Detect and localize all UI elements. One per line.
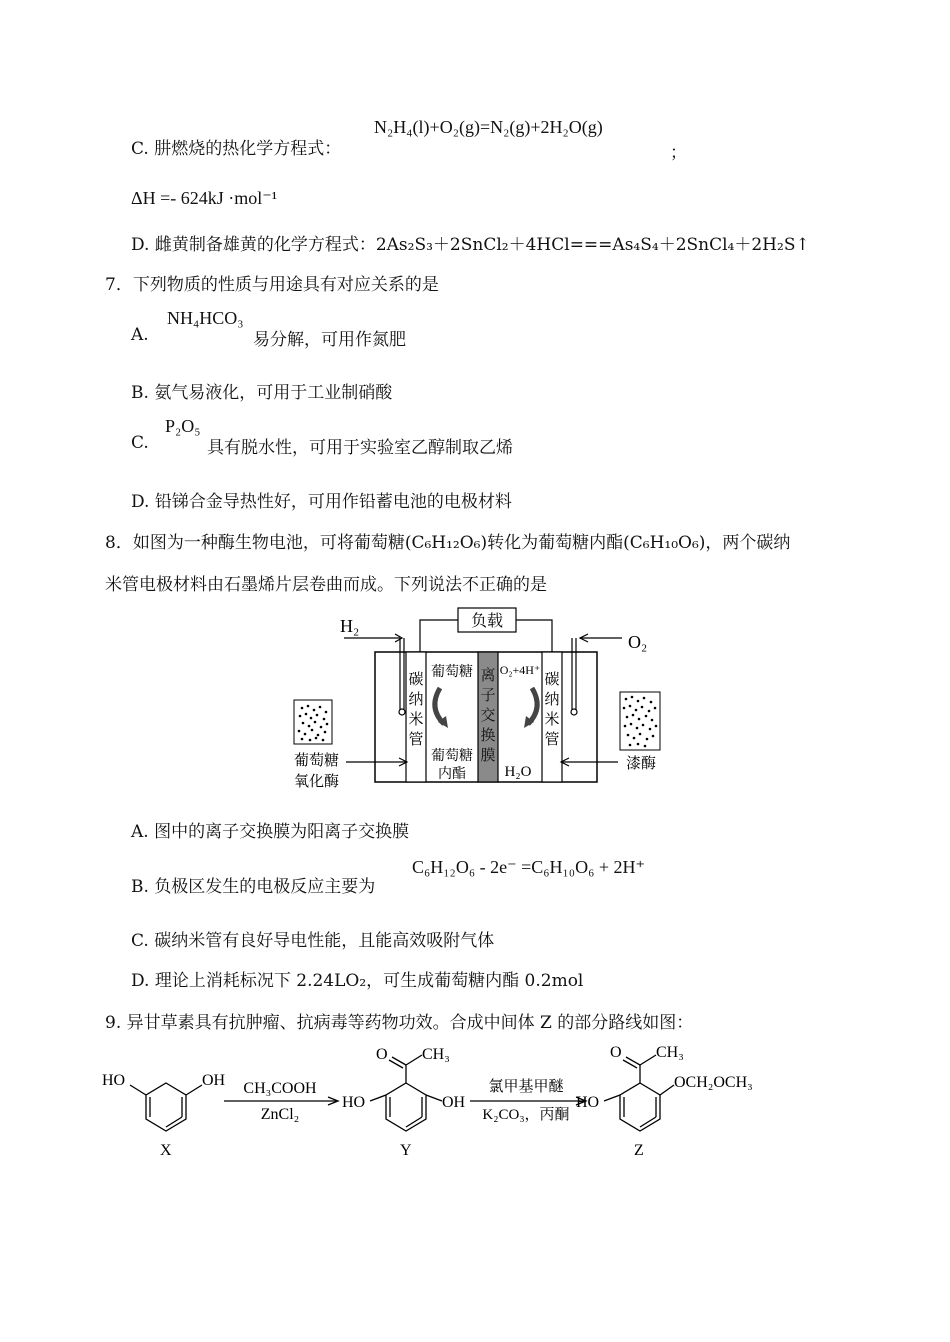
option-text: 肼燃烧的热化学方程式： xyxy=(154,139,342,159)
z-label: Z xyxy=(634,1142,644,1159)
lactone-label-line1: 葡萄糖 xyxy=(431,748,473,764)
load-label: 负载 xyxy=(470,611,504,630)
right-electrode-char4: 管 xyxy=(544,730,560,748)
q8-option-c xyxy=(131,926,494,951)
left-enzyme-label-line2: 氧化酶 xyxy=(294,772,340,790)
option-label: C. xyxy=(131,931,149,951)
h2-label: H₂ xyxy=(340,616,360,636)
x-ho-label: HO xyxy=(102,1072,126,1089)
left-electrode-char4: 管 xyxy=(408,730,424,748)
y-ch3-label: CH₃ xyxy=(422,1046,450,1063)
option-label: B. xyxy=(131,877,149,897)
z-och2och3-label: OCH₂OCH₃ xyxy=(674,1074,753,1091)
h2o-label: H₂O xyxy=(504,764,532,780)
q8-option-b xyxy=(131,872,375,897)
membrane-char2: 子 xyxy=(480,686,496,704)
membrane-char5: 膜 xyxy=(480,746,496,764)
lactone-label-line2: 内酯 xyxy=(438,766,466,782)
option-label: C. xyxy=(131,139,149,159)
q9-stem: 9. 异甘草素具有抗肿瘤、抗病毒等药物功效。合成中间体 Z 的部分路线如图： xyxy=(105,1013,694,1033)
q6-option-d xyxy=(131,230,810,255)
z-ho-label: HO xyxy=(576,1094,600,1111)
glucose-label: 葡萄糖 xyxy=(431,664,473,680)
x-oh-label: OH xyxy=(202,1072,226,1089)
option-label: D. xyxy=(131,235,150,255)
o2-label: O₂ xyxy=(628,632,648,652)
q7-option-a-label: A. xyxy=(131,325,149,345)
right-enzyme-label: 漆酶 xyxy=(626,754,657,772)
q7-c-text: 具有脱水性，可用于实验室乙醇制取乙烯 xyxy=(207,438,513,458)
q8-stem-line1: 8．如图为一种酶生物电池，可将葡萄糖(C₆H₁₂O₆)转化为葡萄糖内酯(C₆H₁₀O₆)，两个碳纳 xyxy=(105,533,791,553)
option-label: D. xyxy=(131,492,150,512)
q7-option-b xyxy=(131,378,392,403)
x-label: X xyxy=(160,1142,172,1159)
membrane-char1: 离 xyxy=(480,666,496,684)
step1-catalyst: ZnCl₂ xyxy=(260,1106,300,1123)
y-label: Y xyxy=(400,1142,412,1159)
option-label: B. xyxy=(131,383,149,403)
x-benzene-ring xyxy=(146,1083,186,1131)
q6-option-c xyxy=(131,134,341,159)
y-benzene-ring xyxy=(386,1083,426,1131)
right-electrode-char2: 纳 xyxy=(544,690,560,708)
synthesis-scheme xyxy=(100,1035,780,1165)
right-enzyme-box xyxy=(620,692,660,750)
q8-option-d xyxy=(131,966,583,991)
q6-c-formula: N₂H₄(l)+O₂(g)=N₂(g)+2H₂O(g) xyxy=(374,117,603,137)
option-text: 氨气易液化，可用于工业制硝酸 xyxy=(154,383,393,403)
left-enzyme-box xyxy=(294,700,332,744)
q7-a-formula: NH₄HCO₃ xyxy=(167,308,244,328)
membrane-char4: 换 xyxy=(480,726,496,744)
o2-bubble xyxy=(571,709,577,715)
y-oh-label: OH xyxy=(442,1094,466,1111)
q7-option-c-label: C. xyxy=(131,433,149,453)
y-ho-label: HO xyxy=(342,1094,366,1111)
h2-bubble xyxy=(399,709,405,715)
o2-4h-label: O₂+4H⁺ xyxy=(499,663,541,677)
q7-option-d xyxy=(131,487,512,512)
left-electrode-char2: 纳 xyxy=(408,690,424,708)
option-text: 图中的离子交换膜为阳离子交换膜 xyxy=(154,822,410,842)
step1-reagent: CH₃COOH xyxy=(243,1080,317,1097)
membrane-char3: 交 xyxy=(480,706,496,724)
left-electrode-char3: 米 xyxy=(408,710,424,728)
z-benzene-ring xyxy=(620,1083,660,1131)
option-label: D. xyxy=(131,971,150,991)
z-ch3-label: CH₃ xyxy=(656,1044,684,1061)
q7-stem: 7．下列物质的性质与用途具有对应关系的是 xyxy=(105,275,439,295)
option-text: 碳纳米管有良好导电性能，且能高效吸附气体 xyxy=(154,931,495,951)
right-electrode-char1: 碳 xyxy=(544,670,560,688)
z-o-label: O xyxy=(610,1044,622,1061)
option-text: 铅锑合金导热性好，可用作铅蓄电池的电极材料 xyxy=(154,492,512,512)
q6-c-enthalpy: ΔH =- 624kJ ·mol⁻¹ xyxy=(131,188,278,208)
q7-c-formula: P₂O₅ xyxy=(165,416,201,436)
q7-a-text: 易分解，可用作氮肥 xyxy=(253,330,406,350)
step2-reagent: 氯甲基甲醚 xyxy=(488,1079,564,1095)
q8-option-a xyxy=(131,817,409,842)
y-o-label: O xyxy=(376,1046,388,1063)
option-text: 负极区发生的电极反应主要为 xyxy=(154,877,376,897)
step2-conditions: K₂CO₃，丙酮 xyxy=(482,1107,570,1123)
q8-b-formula: C₆H₁₂O₆ - 2e⁻ =C₆H₁₀O₆ + 2H⁺ xyxy=(412,857,645,877)
q8-stem-line2: 米管电极材料由石墨烯片层卷曲而成。下列说法不正确的是 xyxy=(105,575,547,595)
right-electrode-char3: 米 xyxy=(544,710,560,728)
left-electrode-char1: 碳 xyxy=(408,670,424,688)
left-enzyme-label-line1: 葡萄糖 xyxy=(294,751,340,769)
q6-c-semicolon: ； xyxy=(670,143,687,163)
option-label: A. xyxy=(131,822,149,842)
enzyme-battery-figure xyxy=(280,600,680,800)
option-text: 雌黄制备雄黄的化学方程式：2As₂S₃＋2SnCl₂＋4HCl===As₄S₄＋2SnCl₄＋2H₂S↑ xyxy=(154,235,810,255)
option-text: 理论上消耗标况下 2.24LO₂，可生成葡萄糖内酯 0.2mol xyxy=(154,971,584,991)
